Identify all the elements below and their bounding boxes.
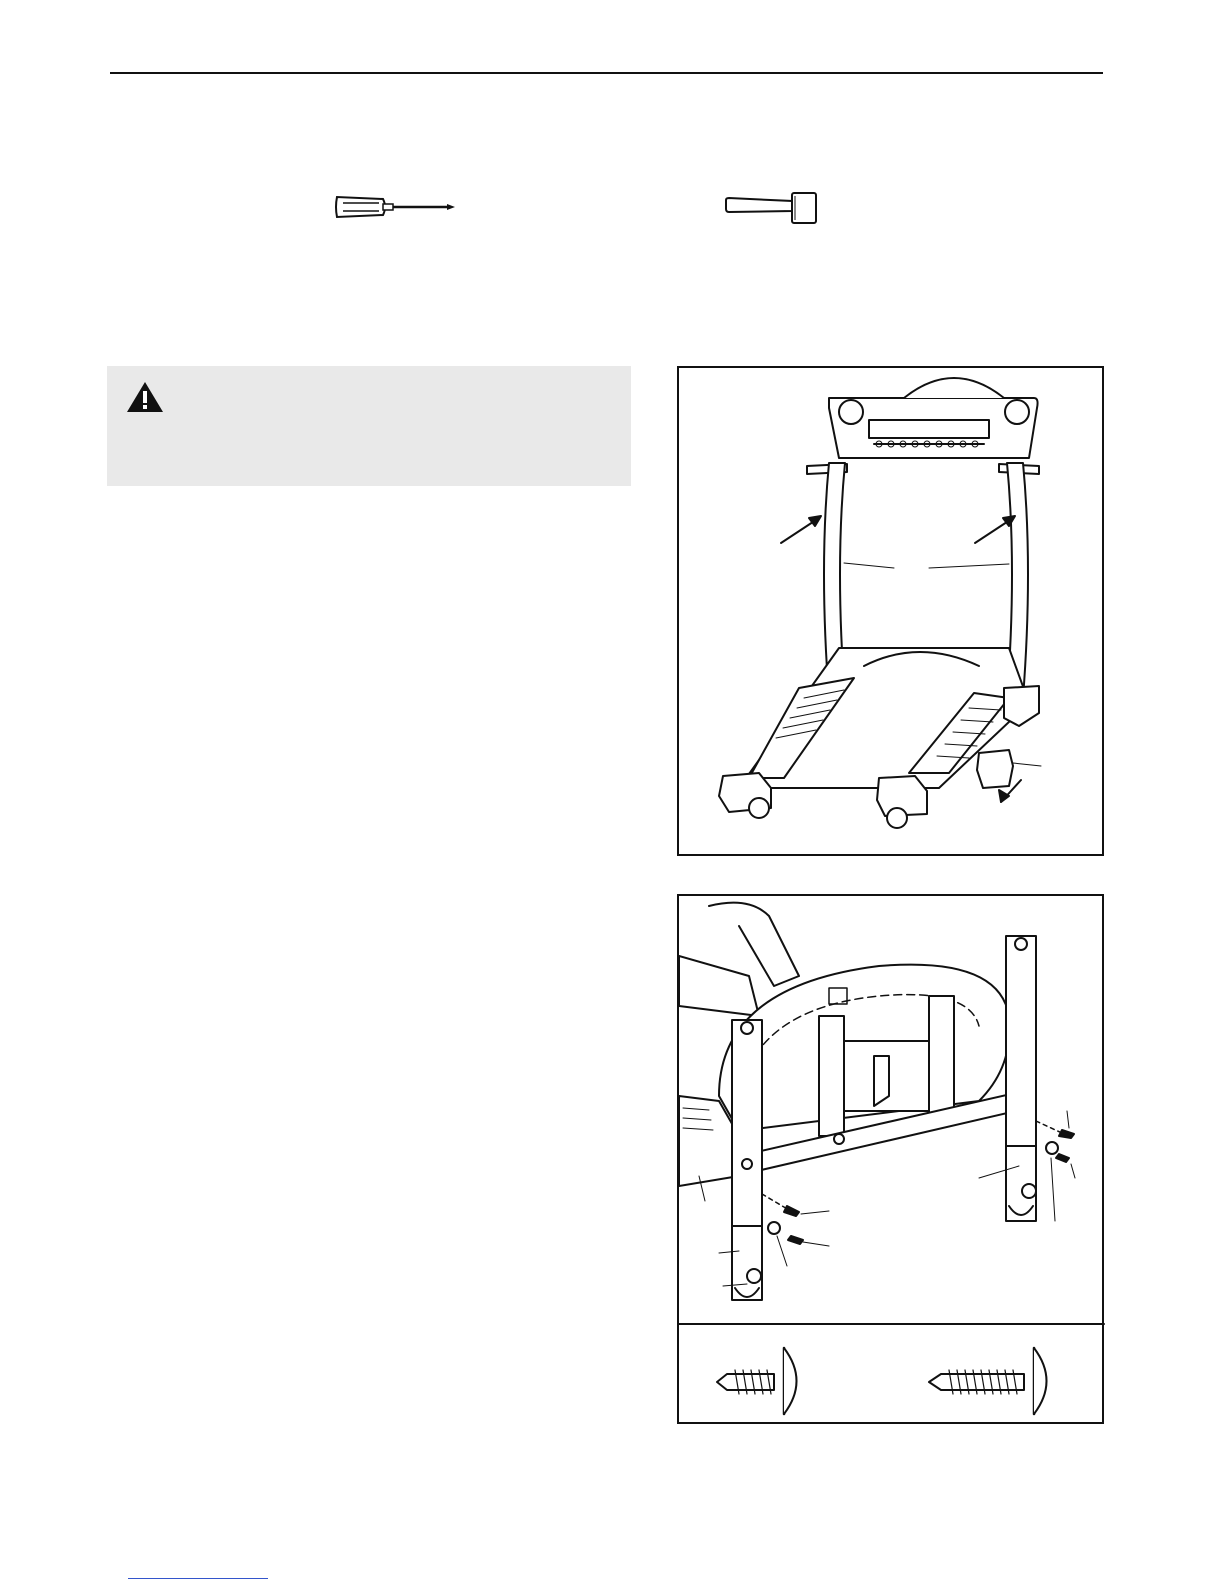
treadmill-frame-illustration	[679, 368, 1106, 858]
upright-assembly-illustration	[679, 896, 1106, 1426]
warning-triangle-icon	[125, 380, 165, 414]
mallet-icon	[724, 190, 820, 226]
screwdriver-icon	[333, 193, 458, 221]
header-rule	[110, 72, 1103, 74]
warning-panel	[107, 366, 631, 486]
figure-treadmill-frame	[677, 366, 1104, 856]
footer-link[interactable]	[128, 1578, 268, 1579]
figure-upright-assembly	[677, 894, 1104, 1424]
